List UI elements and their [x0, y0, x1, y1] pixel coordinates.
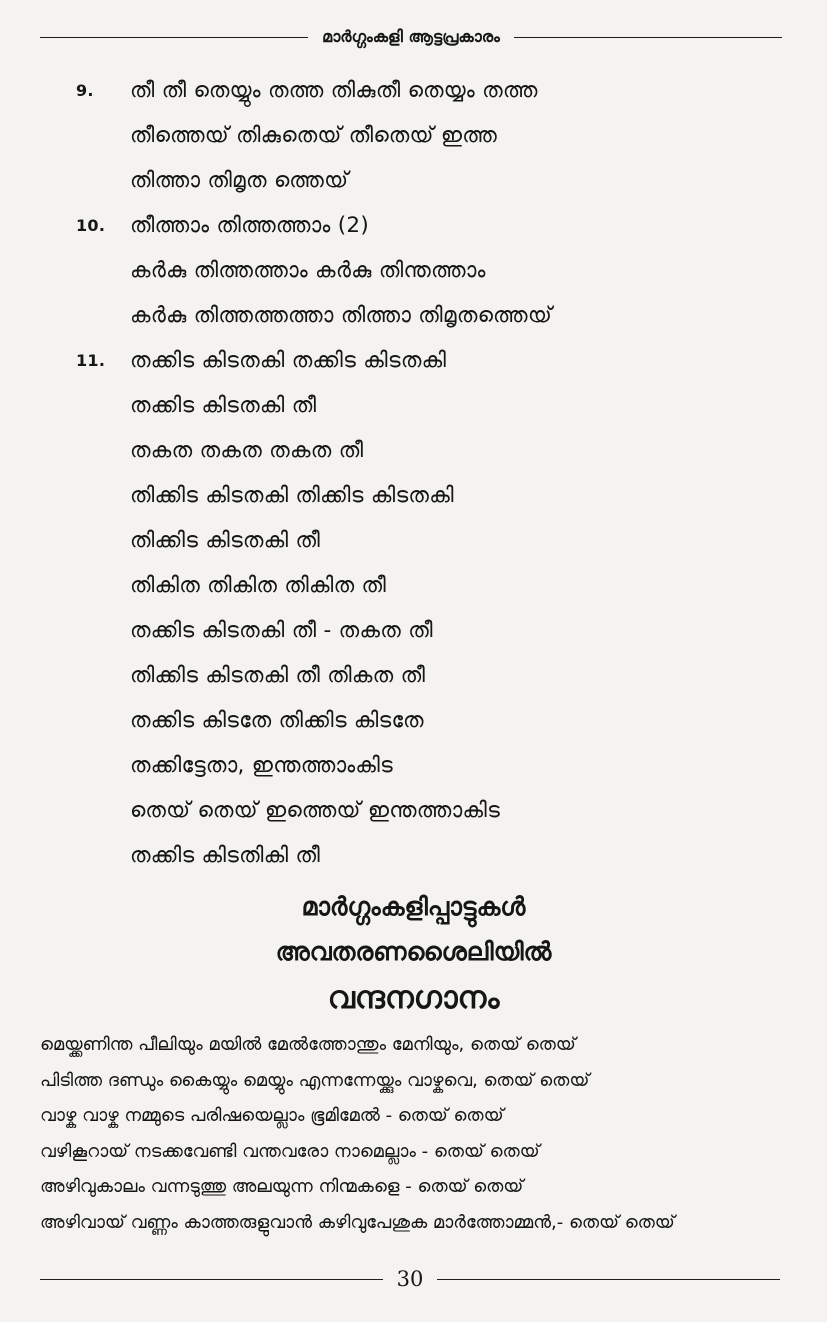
verse-line: [0, 248, 827, 293]
verse-text: തിക്കിട കിടതകി തീ തികത തീ: [130, 663, 426, 688]
verse-text: കർകു തിത്തത്തത്താ തിത്താ തിമൃതത്തെയ്: [130, 303, 553, 328]
song-title: വന്ദനഗാനം: [327, 980, 500, 1016]
section-heading-line2: അവതരണശൈലിയിൽ: [275, 937, 552, 966]
verse-line: [0, 608, 827, 653]
verse-line: [0, 473, 827, 518]
verse-text: തെയ് തെയ് ഇത്തെയ് ഇന്തത്താകിട: [130, 798, 501, 823]
verse-line: [0, 653, 827, 698]
verse-text: തക്കിട്ടേതാ, ഇന്തത്താംകിട: [130, 753, 393, 778]
verse-number: 11.: [76, 351, 106, 370]
verse-text: തക്കിട കിടതകി തക്കിട കിടതകി: [130, 348, 447, 373]
verse-number: 10.: [76, 216, 106, 235]
lyric-line: അഴിവുകാലം വന്നടുത്തു അലയുന്ന നിന്മകളെ - തെയ് തെയ്: [40, 1176, 524, 1198]
verse-line: [0, 428, 827, 473]
verse-line: [0, 338, 827, 383]
verse-line: [0, 68, 827, 113]
page-footer: [40, 1264, 780, 1294]
lyric-line: മെയ്ക്കണിന്ത പീലിയും മയിൽ മേൽത്തോന്തും മേനിയും, തെയ് തെയ്: [40, 1034, 576, 1055]
lyric-line: പിടിത്ത ദണ്ഡും കൈയ്യും മെയ്യും എന്നന്നേയ്ക്കും വാഴ്കവെ, തെയ് തെയ്: [40, 1069, 590, 1091]
verse-text: തകത തകത തകത തീ: [130, 438, 364, 463]
lyric-line: വാഴ്ക വാഴ്ക നമ്മുടെ പരിഷയെല്ലാം ഭൂമിമേൽ - തെയ് തെയ്: [40, 1105, 504, 1127]
verse-line: [0, 158, 827, 203]
verse-text: തിക്കിട കിടതകി തീ: [130, 528, 321, 553]
verse-text: തീത്താം തിത്തത്താം (2): [130, 213, 370, 238]
section-heading-line1: മാർഗ്ഗംകളിപ്പാട്ടുകൾ: [301, 892, 526, 921]
verse-number: 9.: [76, 81, 94, 100]
footer-rule-left: [40, 1279, 383, 1280]
verse-line: [0, 833, 827, 878]
running-header: [40, 22, 782, 52]
verse-line: [0, 383, 827, 428]
verse-line: [0, 563, 827, 608]
verse-line: [0, 203, 827, 248]
verse-text: കർകു തിത്തത്താം കർകു തിന്തത്താം: [130, 258, 486, 283]
verse-text: തക്കിട കിടതികി തീ: [130, 843, 321, 868]
verse-line: [0, 293, 827, 338]
verse-line: [0, 113, 827, 158]
verse-text: തക്കിട കിടതകി തീ: [130, 393, 317, 418]
footer-rule-right: [437, 1279, 780, 1280]
header-rule-right: [514, 37, 782, 38]
verse-text: തീത്തെയ് തികുതെയ് തീതെയ് ഇത്ത: [130, 123, 498, 148]
verse-line: [0, 698, 827, 743]
verse-list: [0, 68, 827, 878]
verse-line: [0, 518, 827, 563]
verse-text: തിത്താ തിമൃത ത്തെയ്: [130, 168, 349, 193]
verse-text: തിക്കിട കിടതകി തിക്കിട കിടതകി: [130, 483, 454, 508]
verse-line: [0, 743, 827, 788]
verse-text: തികിത തികിത തികിത തീ: [130, 573, 387, 598]
header-title: മാർഗ്ഗംകളി ആട്ടപ്രകാരം: [322, 27, 500, 46]
verse-text: തക്കിട കിടതകി തീ - തകത തീ: [130, 618, 433, 643]
verse-text: തീ തീ തെയ്യും തത്ത തികുതീ തെയ്യം തത്ത: [130, 78, 538, 103]
lyric-line: അഴിവായ് വണ്ണം കാത്തരുളുവാൻ കഴിവുപേശുക മാർത്തോമ്മൻ,- തെയ് തെയ്: [40, 1211, 675, 1233]
verse-text: തക്കിട കിടതേ തിക്കിട കിടതേ: [130, 708, 424, 733]
verse-line: [0, 788, 827, 833]
lyric-line: വഴികൂറായ് നടക്കവേണ്ടി വന്തവരോ നാമെല്ലാം - തെയ് തെയ്: [40, 1140, 540, 1162]
song-lyrics: [40, 1027, 780, 1241]
header-rule-left: [40, 37, 308, 38]
page-number: 30: [396, 1267, 424, 1291]
